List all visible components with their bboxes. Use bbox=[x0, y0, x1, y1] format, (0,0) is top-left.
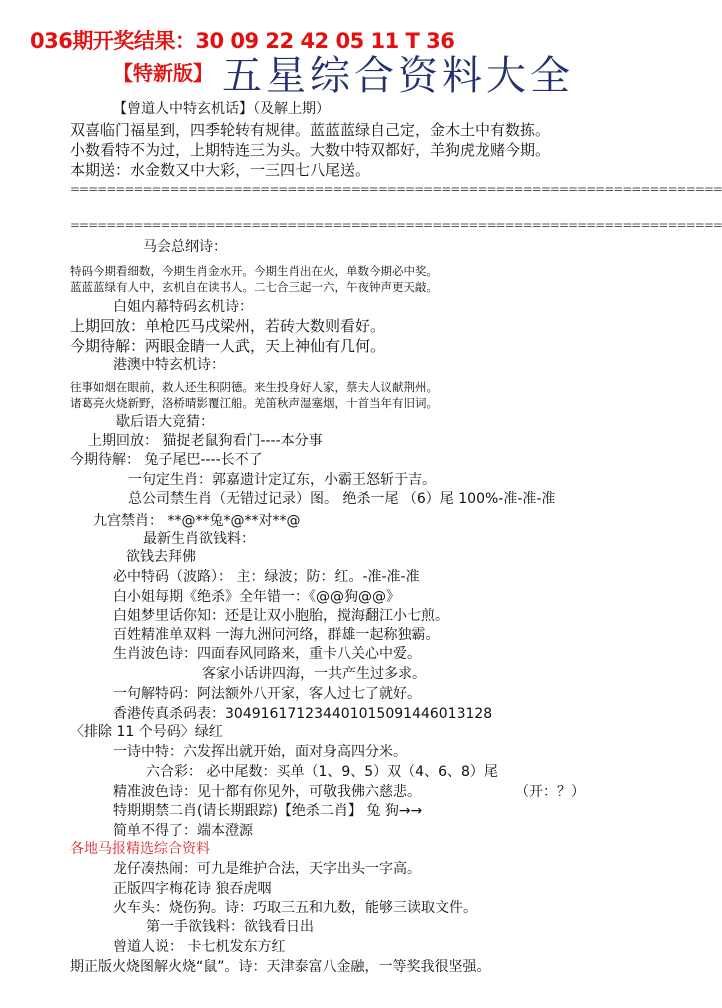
regional-line-5: 曾道人说： 卡七机发东方红 bbox=[113, 939, 286, 955]
item-yiju-tema: 一句解特码：阿法额外八开家，客人过七了就好。 bbox=[113, 686, 421, 702]
item-bizhong: 必中特码（波路）： 主：绿波；防：红。-准-准-准 bbox=[113, 569, 420, 585]
section1-line-1: 双喜临门福星到，四季轮转有规律。蓝蓝蓝绿自己定，金木土中有数拣。 bbox=[70, 121, 551, 139]
result-banner: 036期开奖结果：30 09 22 42 05 11 T 36 bbox=[30, 29, 455, 53]
gangao-line-1: 往事如烟在眼前，救人还生积阴德。来生投身好人家，蔡夫人议献荆州。 bbox=[70, 380, 438, 394]
item-yuqian-heading: 最新生肖欲钱料： bbox=[143, 531, 255, 547]
regional-line-4: 第一手欲钱料：欲钱看日出 bbox=[146, 919, 314, 935]
item-jiugong: 九宫禁肖： **@**兔*@**对**@ bbox=[93, 513, 301, 529]
item-bose-shi: 生肖波色诗：四面春风同路来，重卡八关心中爱。 bbox=[113, 646, 421, 662]
regional-line-1: 龙仔凑热闹：可九是维护合法，天字出头一字高。 bbox=[113, 861, 421, 877]
section1-line-2: 小数看特不为过，上期特连三为头。大数中特双都好，羊狗虎龙赌今期。 bbox=[70, 141, 551, 159]
separator-2: ======================================================================== bbox=[70, 218, 722, 232]
item-kai: （开：？） bbox=[515, 784, 585, 800]
edition-badge: 【特新版】 bbox=[113, 61, 213, 85]
separator-1: ======================================================================== bbox=[70, 182, 722, 196]
section1-heading: 【曾道人中特玄机话】（及解上期） bbox=[113, 101, 330, 117]
item-chuanzhen: 香港传真杀码表：304916171234401015091446013128 bbox=[113, 706, 493, 722]
item-yiju-shengxiao: 一句定生肖：郭嘉遗计定辽东，小霸王怒斩于吉。 bbox=[128, 472, 436, 488]
item-yuqian: 欲钱去拜佛 bbox=[126, 549, 196, 565]
gangao-heading: 港澳中特玄机诗： bbox=[113, 357, 225, 373]
item-danshuang: 百姓精准单双料 一海九洲问河络，群雄一起称独霸。 bbox=[113, 627, 440, 643]
item-jiandan: 简单不得了：端本澄源 bbox=[113, 823, 253, 839]
section1-line-3: 本期送：水金数又中大彩，一三四七八尾送。 bbox=[70, 161, 371, 179]
item-liuhecai: 六合彩： 必中尾数：买单（1、9、5）双（4、6、8）尾 bbox=[146, 764, 498, 780]
regional-line-2: 正版四字梅花诗 狼吞虎咽 bbox=[113, 881, 272, 897]
xiehouyu-line-2: 今期待解： 兔子尾巴----长不了 bbox=[70, 452, 263, 468]
horse-heading: 马会总纲诗： bbox=[143, 239, 227, 255]
item-jiner-xiao: 特期期禁二肖(请长期跟踪)【绝杀二肖】 兔 狗→→ bbox=[113, 803, 423, 819]
item-paichu: 〈排除 11 个号码〉绿红 bbox=[70, 724, 223, 740]
baiji-line-2: 今期待解：两眼金睛一人武，天上神仙有几何。 bbox=[70, 337, 386, 355]
baiji-line-1: 上期回放：单枪匹马戌梁州，若砖大数则看好。 bbox=[70, 317, 386, 335]
item-zonggongsi: 总公司禁生肖（无错过记录）图。 绝杀一尾 （6）尾 100%-准-准-准 bbox=[128, 491, 556, 507]
item-kejia: 客家小话讲四海，一共产生过多求。 bbox=[202, 666, 426, 682]
item-juesha: 白小姐每期《绝杀》全年错一：《@@狗@@》 bbox=[113, 589, 400, 605]
regional-heading: 各地马报精选综合资料 bbox=[70, 841, 210, 857]
horse-line-1: 特码今期看细数，今期生肖金水开。今期生肖出在火，单数今期必中奖。 bbox=[70, 264, 438, 278]
baiji-heading: 白姐内幕特码玄机诗： bbox=[113, 299, 253, 315]
item-jingzhun-bose: 精准波色诗：见十都有你见外，可敬我佛六慈悲。 bbox=[113, 784, 421, 800]
regional-line-6: 期正版火烧图解火烧“鼠”。诗：天津泰富八金融，一等奖我很坚强。 bbox=[70, 959, 491, 975]
xiehouyu-heading: 歇后语大竞猜： bbox=[116, 414, 214, 430]
horse-line-2: 蓝蓝蓝绿有人中，玄机自在读书人。二七合三起一六，午夜钟声更天敲。 bbox=[70, 280, 438, 294]
item-yishi: 一诗中特：六发挥出就开始，面对身高四分米。 bbox=[113, 744, 407, 760]
xiehouyu-line-1: 上期回放： 猫捉老鼠狗看门----本分事 bbox=[88, 433, 323, 449]
gangao-line-2: 诸葛亮火烧新野，洛桥晴影覆江船。羌笛秋声湿塞烟，十首当年有旧词。 bbox=[70, 396, 438, 410]
item-mengli: 白姐梦里话你知：还是让双小胞胎，搅海翻江小七煎。 bbox=[113, 608, 449, 624]
regional-line-3: 火车头：烧伤狗。诗：巧取三五和九数，能够三读取文件。 bbox=[113, 900, 477, 916]
page-title: 五星综合资料大全 bbox=[222, 53, 574, 99]
